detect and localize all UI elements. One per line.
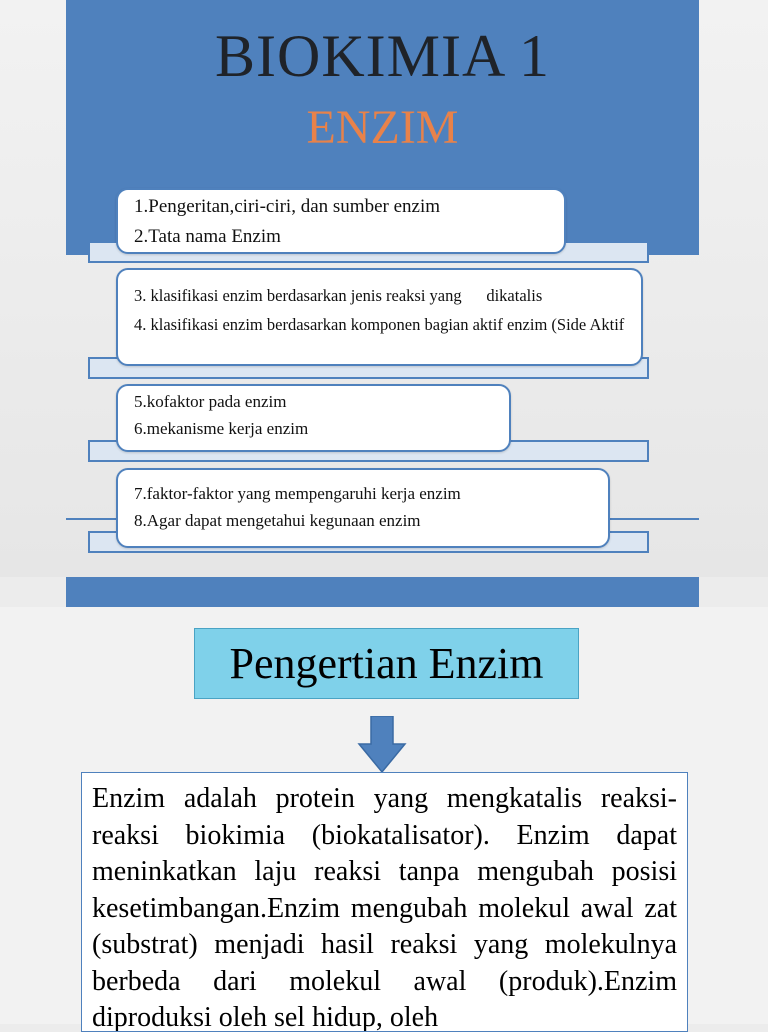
arrow-down-icon [357, 716, 407, 774]
outline-item: 6.mekanisme kerja enzim [134, 419, 309, 439]
outline-item: 1.Pengeritan,ciri-ciri, dan sumber enzim [134, 196, 441, 217]
outline-item: 3. klasifikasi enzim berdasarkan jenis reaksi yang dikatalis [134, 286, 543, 305]
outline-card [116, 384, 511, 452]
outline-item: 8.Agar dapat mengetahui kegunaan enzim [134, 511, 421, 531]
definition-text: Enzim adalah protein yang mengkatalis reaksi-reaksi biokimia (biokatalisator). Enzim dapat meninkatkan laju reaksi tanpa mengubah posisi kesetimbangan.Enzim mengubah molekul awal zat (substrat) menjadi hasil reaksi yang molekulnya berbeda dari molekul awal (produk).Enzim diproduksi oleh sel hidup, oleh [81, 772, 688, 1032]
outline-card [116, 468, 610, 548]
slide-title: BIOKIMIA 1 [215, 23, 550, 89]
slide-subtitle: ENZIM [306, 101, 459, 154]
outline-item: 2.Tata nama Enzim [134, 225, 281, 247]
section-heading: Pengertian Enzim [194, 628, 579, 699]
outline-item: 7.faktor-faktor yang mempengaruhi kerja enzim [134, 484, 461, 503]
outline-card [116, 268, 643, 366]
outline-card [116, 188, 566, 254]
slide-footer-band [66, 577, 699, 607]
outline-item: 4. klasifikasi enzim berdasarkan komponen bagian aktif enzim (Side Aktif [134, 314, 625, 334]
outline-item: 5.kofaktor pada enzim [134, 392, 287, 411]
